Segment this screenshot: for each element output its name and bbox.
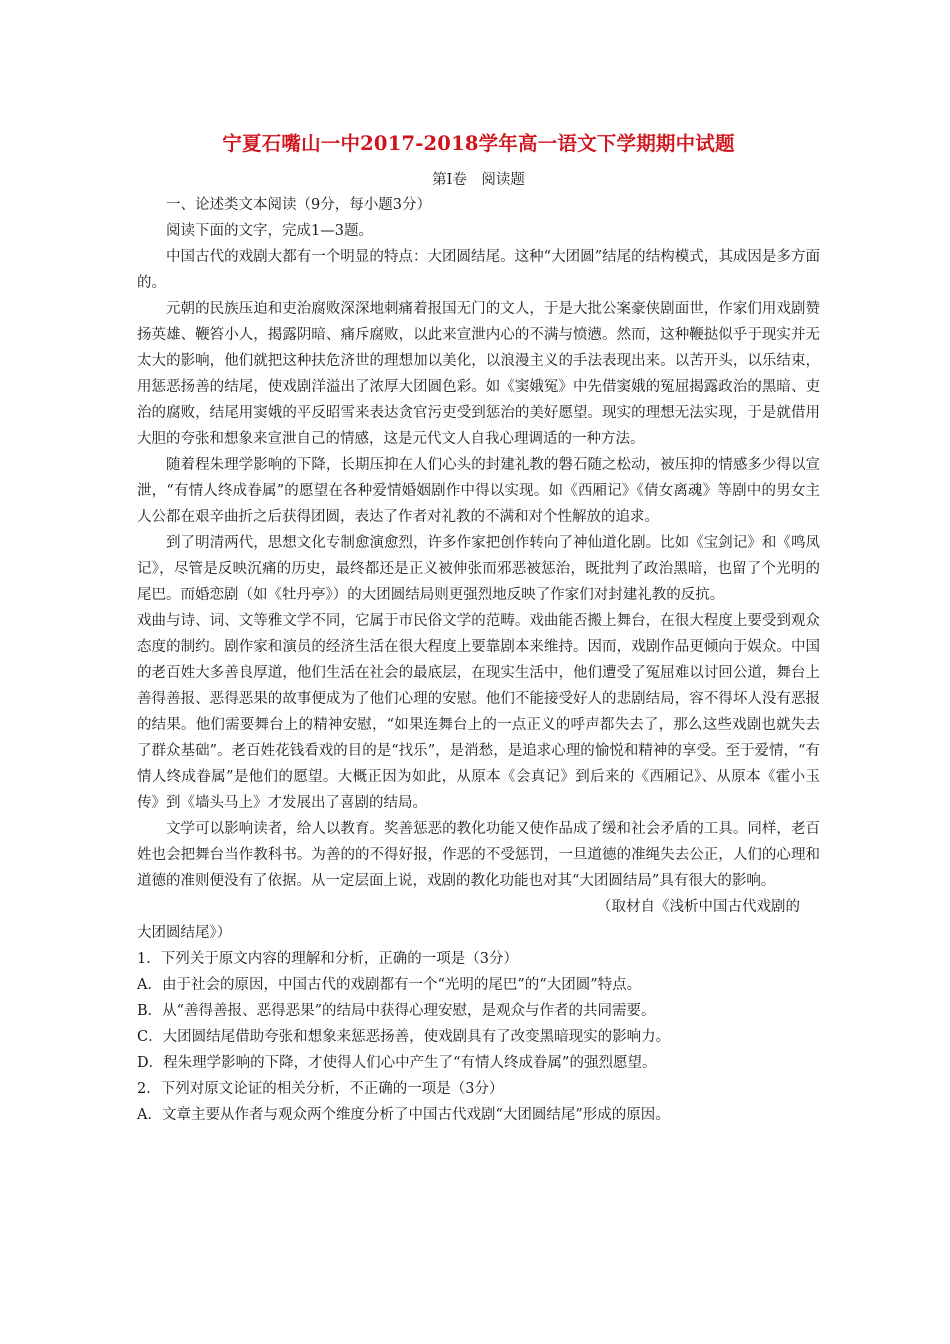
passage-paragraph-1: 中国古代的戏剧大都有一个明显的特点：大团圆结尾。这种“大团圆”结尾的结构模式，其成因是多方面的。	[137, 249, 820, 291]
passage-paragraph-4: 到了明清两代，思想文化专制愈演愈烈，许多作家把创作转向了神仙道化剧。比如《宝剑记》和《鸣凤记》，尽管是反映沉痛的历史，最终都还是正义被伸张而邪恶被惩治，既批判了政治黑暗，也留了个光明的尾巴。而婚恋剧（如《牡丹亭》）的大团圆结局则更强烈地反映了作家们对封建礼教的反抗。	[137, 535, 820, 603]
question-1-option-d: D．程朱理学影响的下降，才使得人们心中产生了“有情人终成眷属”的强烈愿望。	[137, 1055, 657, 1071]
passage-paragraph-6: 文学可以影响读者，给人以教育。奖善惩恶的教化功能又使作品成了缓和社会矛盾的工具。同样，老百姓也会把舞台当作教科书。为善的的不得好报，作恶的不受惩罚，一旦道德的准绳失去公正，人们的心理和道德的准则便没有了依据。从一定层面上说，戏剧的教化功能也对其“大团圆结局”具有很大的影响。	[137, 821, 820, 889]
question-1-stem: 1．下列关于原文内容的理解和分析，正确的一项是（3分）	[137, 951, 518, 967]
source-line-1: （取材自《浅析中国古代戏剧的	[597, 899, 800, 915]
question-1-option-b: B．从“善得善报、恶得恶果”的结局中获得心理安慰，是观众与作者的共同需要。	[137, 1003, 656, 1019]
part1-heading: 一、论述类文本阅读（9分，每小题3分）	[166, 197, 431, 213]
passage-paragraph-5: 戏曲与诗、词、文等雅文学不同，它属于市民俗文学的范畴。戏曲能否搬上舞台，在很大程度上要受到观众态度的制约。剧作家和演员的经济生活在很大程度上要靠剧本来维持。因而，戏剧作品更倾向于娱众。中国的老百姓大多善良厚道，他们生活在社会的最底层，在现实生活中，他们遭受了冤屈难以讨回公道，舞台上善得善报、恶得恶果的故事便成为了他们心理的安慰。他们不能接受好人的悲剧结局，容不得坏人没有恶报的结果。他们需要舞台上的精神安慰，“如果连舞台上的一点正义的呼声都失去了，那么这些戏剧也就失去了群众基础”。老百姓花钱看戏的目的是“找乐”，是消愁，是追求心理的愉悦和精神的享受。至于爱情，“有情人终成眷属”是他们的愿望。大概正因为如此，从原本《会真记》到后来的《西厢记》、从原本《霍小玉传》到《墙头马上》才发展出了喜剧的结局。	[137, 613, 820, 811]
exam-page	[137, 130, 820, 1128]
reading-instruction: 阅读下面的文字，完成1—3题。	[166, 223, 373, 239]
question-2-option-a: A．文章主要从作者与观众两个维度分析了中国古代戏剧“大团圆结尾”形成的原因。	[137, 1107, 670, 1123]
question-1-option-c: C．大团圆结尾借助夸张和想象来惩恶扬善，使戏剧具有了改变黑暗现实的影响力。	[137, 1029, 671, 1045]
passage-source	[137, 894, 820, 946]
section-heading: 第Ⅰ卷 阅读题	[432, 172, 525, 188]
exam-title: 宁夏石嘴山一中2017-2018学年高一语文下学期期中试题	[222, 132, 735, 155]
question-2-stem: 2．下列对原文论证的相关分析，不正确的一项是（3分）	[137, 1081, 504, 1097]
passage-paragraph-3: 随着程朱理学影响的下降，长期压抑在人们心头的封建礼教的磐石随之松动，被压抑的情感多少得以宣泄，“有情人终成眷属”的愿望在各种爱情婚姻剧作中得以实现。如《西厢记》《倩女离魂》等剧中的男女主人公都在艰辛曲折之后获得团圆，表达了作者对礼教的不满和对个性解放的追求。	[137, 457, 820, 525]
question-1-option-a: A．由于社会的原因，中国古代的戏剧都有一个“光明的尾巴”的“大团圆”特点。	[137, 977, 642, 993]
source-line-2: 大团圆结尾》）	[137, 925, 232, 941]
passage-paragraph-2: 元朝的民族压迫和吏治腐败深深地刺痛着报国无门的文人，于是大批公案豪侠剧面世，作家们用戏剧赞扬英雄、鞭笞小人，揭露阴暗、痛斥腐败，以此来宣泄内心的不满与愤懑。然而，这种鞭挞似乎于现实并无太大的影响，他们就把这种扶危济世的理想加以美化，以浪漫主义的手法表现出来。以苦开头，以乐结束，用惩恶扬善的结尾，使戏剧洋溢出了浓厚大团圆色彩。如《窦娥冤》中先借窦娥的冤屈揭露政治的黑暗、吏治的腐败，结尾用窦娥的平反昭雪来表达贪官污吏受到惩治的美好愿望。现实的理想无法实现，于是就借用大胆的夸张和想象来宣泄自己的情感，这是元代文人自我心理调适的一种方法。	[137, 301, 820, 447]
